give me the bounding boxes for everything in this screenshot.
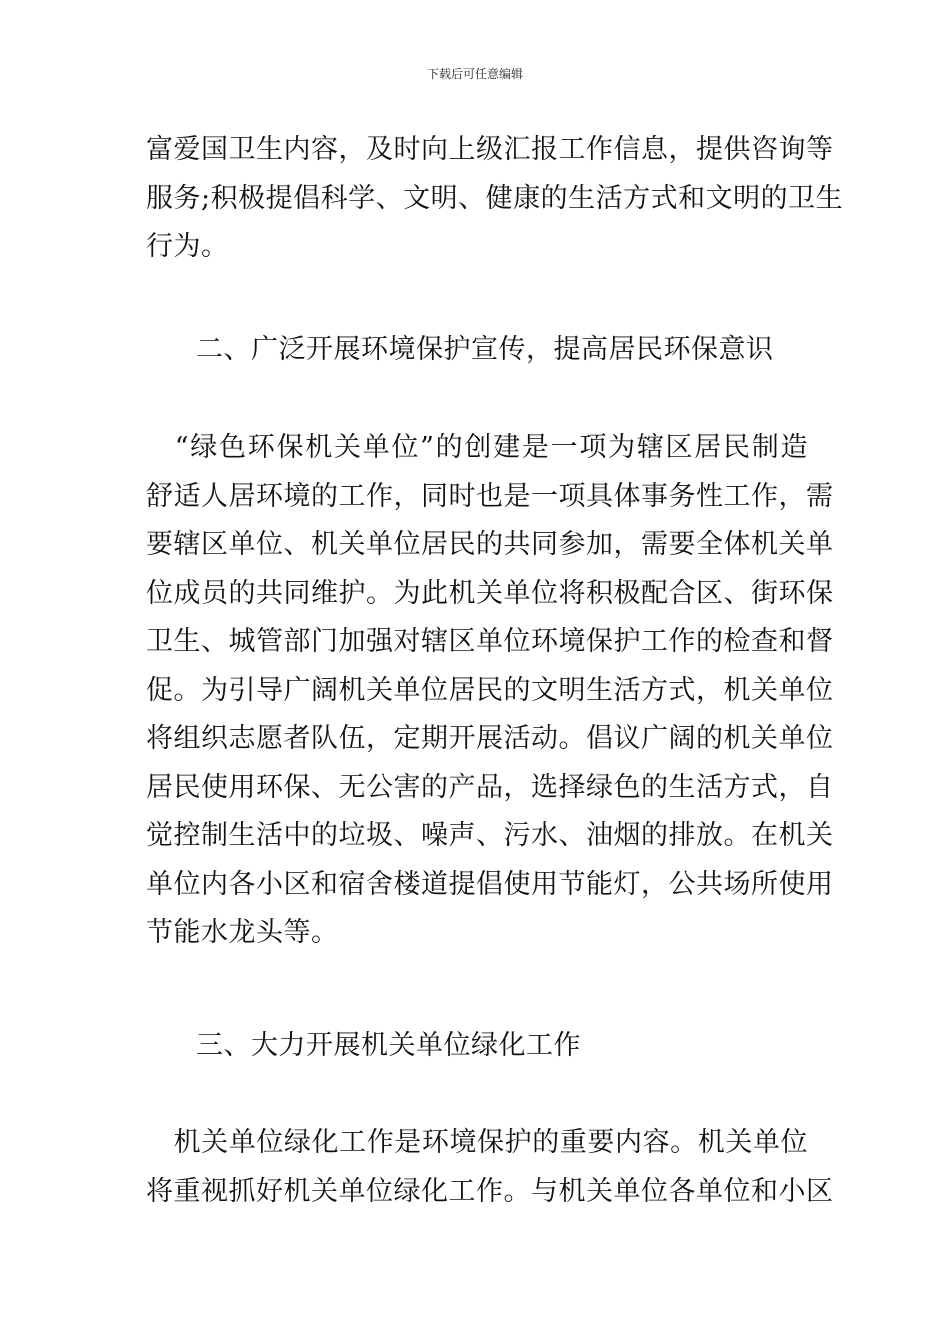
paragraph-line: 将组织志愿者队伍，定期开展活动。倡议广阔的机关单位 [146, 723, 834, 754]
paragraph-1 [146, 126, 844, 272]
paragraph-line: 卫生、城管部门加强对辖区单位环境保护工作的检查和督 [146, 626, 834, 657]
paragraph-line: 居民使用环保、无公害的产品，选择绿色的生活方式，自 [146, 771, 834, 803]
paragraph-line: 舒适人居环境的工作，同时也是一项具体事务性工作，需 [146, 480, 834, 512]
paragraph-line: 单位内各小区和宿舍楼道提倡使用节能灯，公共场所使用 [146, 868, 834, 900]
paragraph-line: 位成员的共同维护。为此机关单位将积极配合区、街环保 [146, 577, 834, 609]
paragraph-line: 服务;积极提倡科学、文明、健康的生活方式和文明的卫生 [146, 182, 844, 214]
paragraph-line: 机关单位绿化工作是环境保护的重要内容。机关单位 [146, 1127, 808, 1158]
paragraph-line: 行为。 [146, 231, 229, 262]
paragraph-line: “绿色环保机关单位”的创建是一项为辖区居民制造 [146, 432, 808, 463]
paragraph-3 [146, 1119, 834, 1216]
paragraph-line: 节能水龙头等。 [146, 917, 339, 948]
paragraph-2 [146, 424, 834, 958]
paragraph-line: 将重视抓好机关单位绿化工作。与机关单位各单位和小区 [146, 1175, 834, 1207]
paragraph-line: 促。为引导广阔机关单位居民的文明生活方式，机关单位 [146, 674, 834, 706]
header-note: 下载后可任意编辑 [426, 67, 523, 81]
section-heading-2: 二、广泛开展环境保护宣传，提高居民环保意识 [196, 334, 774, 365]
paragraph-line: 富爱国卫生内容，及时向上级汇报工作信息，提供咨询等 [146, 134, 834, 165]
paragraph-line: 要辖区单位、机关单位居民的共同参加，需要全体机关单 [146, 529, 834, 560]
section-heading-3: 三、大力开展机关单位绿化工作 [196, 1030, 581, 1061]
paragraph-line: 觉控制生活中的垃圾、噪声、污水、油烟的排放。在机关 [146, 820, 834, 851]
